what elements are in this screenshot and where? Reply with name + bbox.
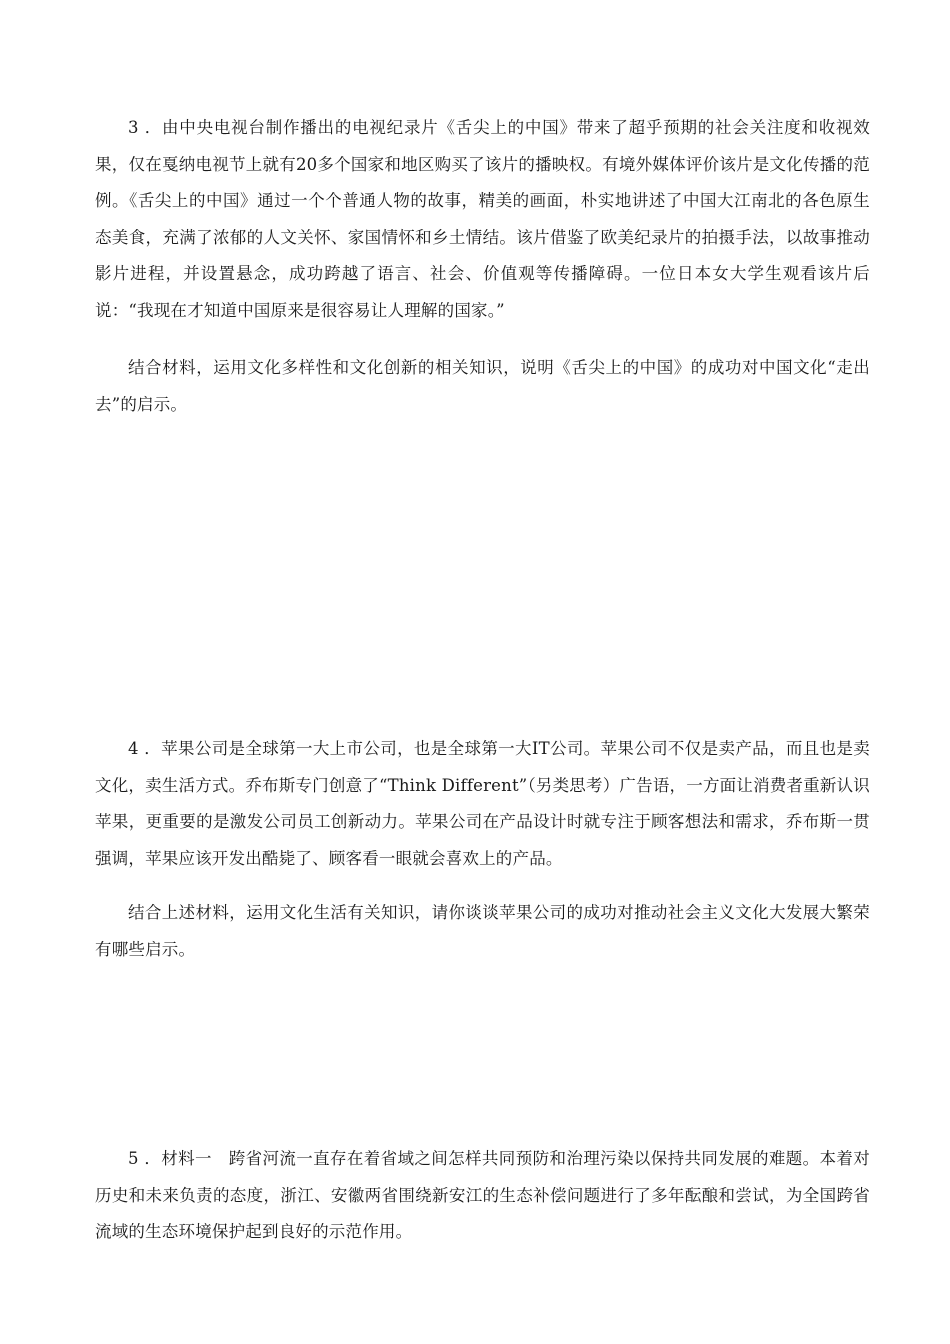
question-4-material: 4 ．苹果公司是全球第一大上市公司，也是全球第一大IT公司。苹果公司不仅是卖产品，而且也是卖文化，卖生活方式。乔布斯专门创意了“Think Different”（另类思考）广告语，一方面让消费者重新认识苹果，更重要的是激发公司员工创新动力。苹果公司在产品设计时就专注于顾客想法和需求，乔布斯一贯强调，苹果应该开发出酷毙了、顾客看一眼就会喜欢上的产品。	[95, 739, 870, 868]
question-5-material: 5 ．材料一 跨省河流一直存在着省域之间怎样共同预防和治理污染以保持共同发展的难题。本着对历史和未来负责的态度，浙江、安徽两省围绕新安江的生态补偿问题进行了多年酝酿和尝试，为全国跨省流域的生态环境保护起到良好的示范作用。	[95, 1149, 870, 1241]
question-4-task: 结合上述材料，运用文化生活有关知识，请你谈谈苹果公司的成功对推动社会主义文化大发展大繁荣有哪些启示。	[95, 903, 870, 959]
question-3-task: 结合材料，运用文化多样性和文化创新的相关知识，说明《舌尖上的中国》的成功对中国文化“走出去”的启示。	[95, 358, 870, 414]
question-3-material: 3 ．由中央电视台制作播出的电视纪录片《舌尖上的中国》带来了超乎预期的社会关注度和收视效果，仅在戛纳电视节上就有20多个国家和地区购买了该片的播映权。有境外媒体评价该片是文化传播的范例。《舌尖上的中国》通过一个个普通人物的故事，精美的画面，朴实地讲述了中国大江南北的各色原生态美食，充满了浓郁的人文关怀、家国情怀和乡土情结。该片借鉴了欧美纪录片的拍摄手法，以故事推动影片进程，并设置悬念，成功跨越了语言、社会、价值观等传播障碍。一位日本女大学生观看该片后说：“我现在才知道中国原来是很容易让人理解的国家。”	[95, 118, 870, 320]
